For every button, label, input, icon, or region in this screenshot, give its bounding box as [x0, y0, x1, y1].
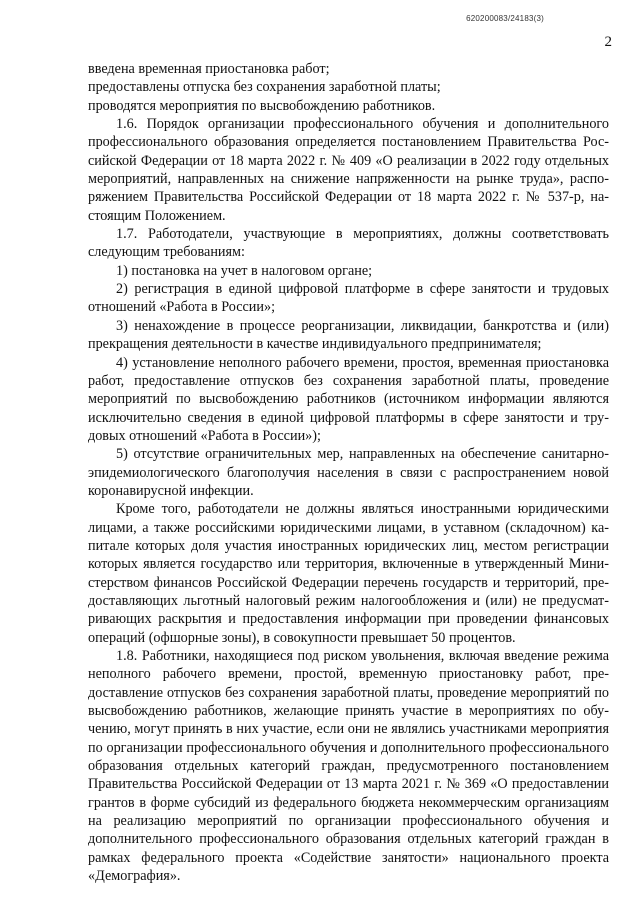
document-body: [88, 60, 609, 885]
list-item: 5) отсутствие ограничительных мер, направленных на обеспечение санитарно-эпидемиологического благополучия населения в связи с распространением новой коронавирусной инфекции.: [88, 446, 609, 499]
list-item: 2) регистрация в единой цифровой платформе в сфере занятости и трудовых отношений «Работа в России»;: [88, 281, 609, 316]
list-item: 4) установление неполного рабочего времени, простоя, временная приостановка работ, предоставление отпусков без сохранения заработной платы, проведение мероприятий по высвобождению работников (источником информации являются исключительно сведения в единой цифровой платформы в сфере занятости и трудовых отношений «Работа в России»);: [88, 354, 609, 444]
document-number: 620200083/24183(3): [466, 14, 544, 23]
paragraph-1-7: 1.7. Работодатели, участвующие в мероприятиях, должны соответствовать следующим требованиям:: [88, 226, 609, 261]
page-number: 2: [604, 34, 612, 50]
paragraph: Кроме того, работодатели не должны являться иностранными юридическими лицами, а также российскими юридическими лицами, в уставном (складочном) капитале которых доля участия иностранных юридических лиц, местом регистрации которых является государство или территория, включенные в утвержденный Министерством финансов Российской Федерации перечень государств и территорий, предоставляющих льготный налоговый режим налогообложения и (или) не предусматривающих раскрытия и предоставления информации при проведении финансовых операций (офшорные зоны), в совокупности превышает 50 процентов.: [88, 501, 609, 646]
list-item: 3) ненахождение в процессе реорганизации, ликвидации, банкротства и (или) прекращения деятельности в качестве индивидуального предпринимателя;: [88, 317, 609, 353]
list-item: 1) постановка на учет в налоговом органе;: [116, 262, 373, 279]
paragraph-1-8: 1.8. Работники, находящиеся под риском увольнения, включая введение режима неполного рабочего времени, простой, временную приостановку работ, предоставление отпусков без сохранения заработной платы, проведение мероприятий по высвобождению работников, желающие принять участие в мероприятиях по обучению, могут принять в них участие, если они не являлись участниками мероприятия по организации профессионального обучения и дополнительного профессионального образования отдельных категорий граждан, предусмотренного постановлением Правительства Российской Федерации от 13 марта 2021 г. № 369 «О предоставлении грантов в форме субсидий из федерального бюджета некоммерческим организациям на реализацию мероприятий по организации профессионального обучения и дополнительного профессионального образования отдельных категорий граждан в рамках федерального проекта «Содействие занятости» национального проекта «Демография».: [88, 648, 609, 885]
paragraph: предоставлены отпуска без сохранения заработной платы;: [88, 79, 441, 96]
paragraph: введена временная приостановка работ;: [88, 61, 330, 77]
paragraph: проводятся мероприятия по высвобождению работников.: [88, 97, 436, 114]
paragraph-1-6: 1.6. Порядок организации профессионального обучения и дополнительного профессионального образования определяется постановлением Правительства Российской Федерации от 18 марта 2022 г. № 409 «О реализации в 2022 году отдельных мероприятий, направленных на снижение напряженности на рынке труда», распоряжением Правительства Российской Федерации от 18 марта 2022 г. № 537-р, настоящим Положением.: [88, 116, 609, 224]
